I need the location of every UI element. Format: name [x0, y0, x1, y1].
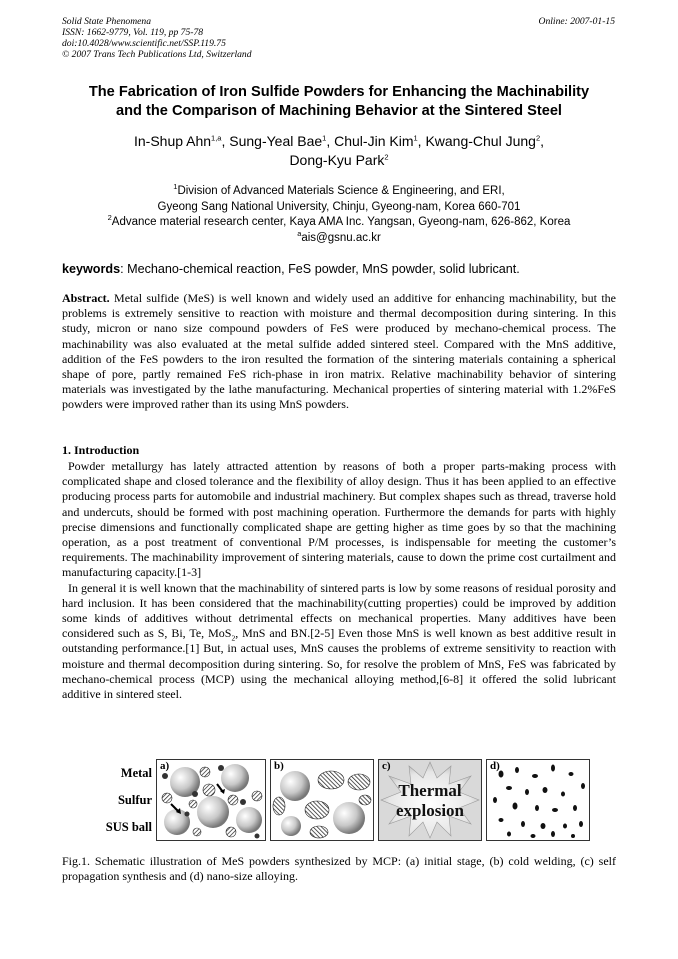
label-metal: Metal: [120, 766, 152, 780]
figure-left-labels: [76, 760, 152, 840]
author-sup: 1: [413, 133, 418, 143]
panel-b-label: b): [274, 760, 284, 772]
panel-c-label: c): [382, 760, 391, 772]
figure-caption: Fig.1. Schematic illustration of MeS powders synthesized by MCP: (a) initial stage, (b) cold welding, (c) self propagation synthesis and (d) nano-size alloying.: [62, 854, 616, 884]
affiliation-1-line-2: Gyeong Sang National University, Chinju, Gyeong-nam, Korea 660-701: [157, 200, 521, 213]
journal-header: [62, 16, 252, 60]
keywords: [62, 262, 520, 276]
doi: doi:10.4028/www.scientific.net/SSP.119.75: [62, 38, 226, 49]
abstract-label: Abstract.: [62, 291, 110, 305]
title-line-1: The Fabrication of Iron Sulfide Powders for Enhancing the Machinability: [88, 84, 590, 100]
issn: ISSN: 1662-9779, Vol. 119, pp 75-78: [62, 27, 204, 38]
email-sup: a: [297, 228, 302, 238]
author-name: Chul-Jin Kim: [334, 133, 414, 149]
affiliations: [55, 184, 623, 246]
affiliation-sup: 1: [173, 182, 178, 192]
author-email[interactable]: ais@gsnu.ac.kr: [301, 231, 381, 244]
abstract: [62, 291, 616, 413]
intro-paragraph-1: Powder metallurgy has lately attracted attention by reasons of both a proper parts-making process with complicated shape and closed tolerance and the flexibility of alloy design. Thus it has been applied to an effective producing process parts for automobile and industrial machinery. But complex shapes such as thread, traverse hold and undercuts, should be formed with post machining operation. Furthermore the demands for parts with highly precise dimensions and functionally complicated shape are getting higher as time goes by so that the machining operation, as a post treatment of conventional P/M processes, is indispensable for meeting the customer’s requirements. The machinability improvement of sintering materials, cause to down the prime cost curtailment and manufacturing capacity.[1-3]: [62, 459, 616, 580]
figure-panel-d: [486, 759, 590, 841]
figure-panel-b: [270, 759, 374, 841]
label-sulfur: Sulfur: [117, 793, 152, 807]
affiliation-2: Advance material research center, Kaya AMA Inc. Yangsan, Gyeong-nam, 626-862, Korea: [111, 216, 571, 228]
author-sup: 1,a: [211, 133, 222, 143]
thermal-text-line-1: Thermal: [398, 781, 462, 800]
author-name: Kwang-Chul Jung: [425, 133, 536, 149]
affiliation-1-line-1: Division of Advanced Materials Science & Engineering, and ERI,: [177, 185, 505, 197]
abstract-text: Metal sulfide (MeS) is well known and widely used an additive for enhancing machinability, but the problems is extremely sensitive to reaction with moisture and thermal decomposition during sintering. In this study, micron or nano size compound powders of FeS were produced by mechano-chemical process. The machinability was also evaluated at the metal sulfide added sintered steel. Compared with the MnS additive, addition of the FeS powders to the iron resulted the formation of the sintering materials containing a spherical shape of pore, partly remained FeS rich-phase in iron matrix. Relative machinability behavior of sintering materials was investigated by the lathe manufacturing. Mechanical properties of sintering material with 1.2%FeS powders were improved rather than its using MnS powders.: [62, 291, 616, 412]
author-sup: 2: [535, 133, 541, 143]
keywords-label: keywords: [62, 262, 121, 276]
author-sup: 2: [384, 152, 389, 162]
figure-panel-c: [378, 759, 482, 841]
author-name: Dong-Kyu Park: [289, 152, 385, 168]
copyright: © 2007 Trans Tech Publications Ltd, Switzerland: [62, 49, 252, 60]
panel-d-label: d): [490, 760, 500, 772]
label-sus-ball: SUS ball: [105, 820, 152, 834]
author-sup: 1: [322, 133, 327, 143]
figure-panel-a: [156, 759, 266, 841]
intro-paragraph-2: In general it is well known that the machinability of sintered parts is low by some reasons of residual porosity and hard inclusion. It has been considered that the machinability(cutting properties) could be improved by addition some kinds of additives without detrimental effects on mechanical properties. Many additives have been considered such as S, Bi, Te, MoS$_2$, MnS and BN.[2-5] Even those MnS is well known as best additive result in outstanding performance.[1] But, in actual uses, MnS causes the problems of extreme sensitivity to reaction with moisture and thermal decomposition during sintering. So, for resolve the problem of MnS, FeS was fabricated by mechano-chemical process (MCP) using the mechanical alloying method,[6-8] it offered the solid lubricant additive in sintered steel.: [62, 580, 616, 702]
online-date: Online: 2007-01-15: [538, 16, 615, 27]
panel-a-label: a): [160, 760, 170, 772]
title-line-2: and the Comparison of Machining Behavior at the Sintered Steel: [116, 103, 562, 119]
introduction: [62, 459, 616, 702]
author-list: In-Shup Ahn$^{1,a}$, Sung-Yeal Bae$^1$, Chul-Jin Kim$^1$, Kwang-Chul Jung$^2$, Dong-Kyu Park$^2$: [133, 133, 545, 168]
section-heading-introduction: 1. Introduction: [62, 443, 140, 457]
journal-name: Solid State Phenomena: [62, 16, 151, 27]
author-name: Sung-Yeal Bae: [229, 133, 323, 149]
author-name: In-Shup Ahn: [133, 133, 212, 149]
keywords-text: : Mechano-chemical reaction, FeS powder, MnS powder, solid lubricant.: [120, 262, 520, 276]
affiliation-sup: 2: [107, 213, 112, 223]
paper-title: [55, 83, 623, 121]
thermal-text-line-2: explosion: [395, 801, 465, 820]
